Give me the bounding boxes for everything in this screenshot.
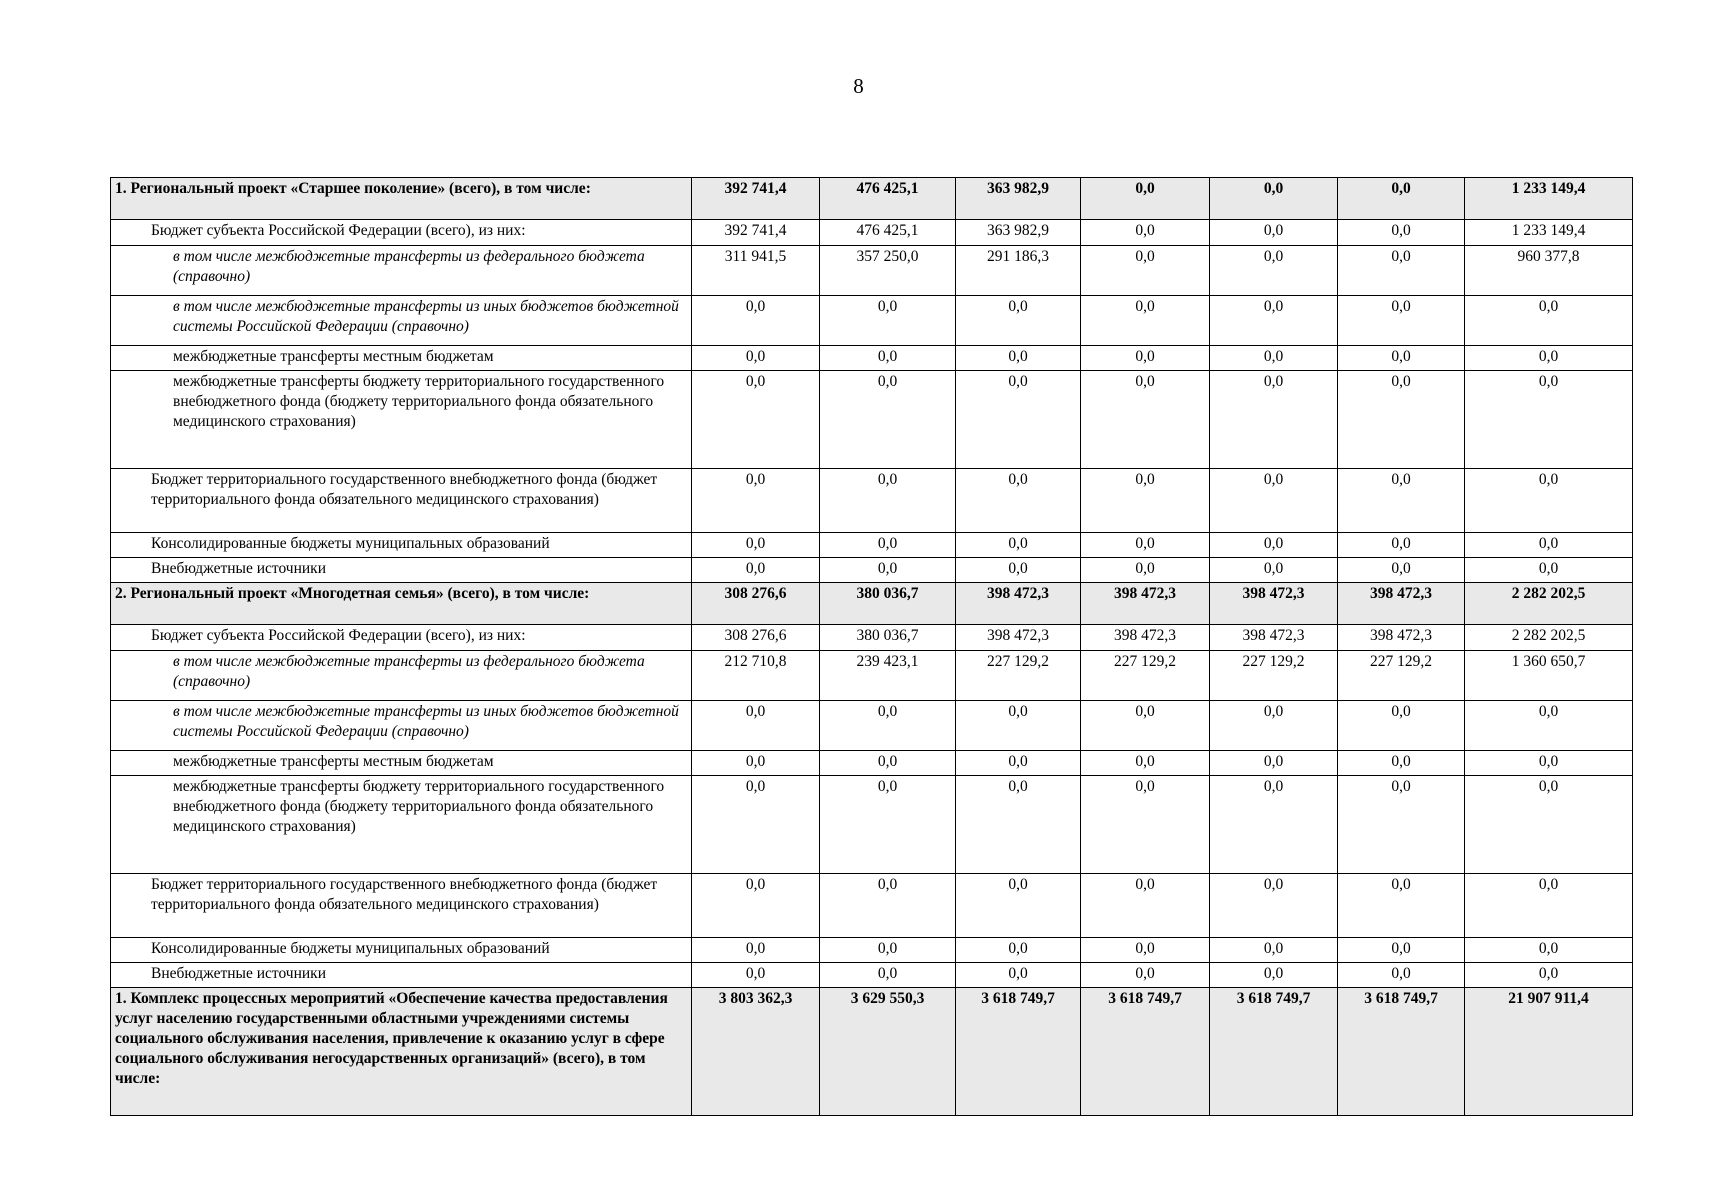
total-cell: 0,0 bbox=[1465, 371, 1633, 469]
value-cell: 227 129,2 bbox=[1081, 651, 1210, 701]
value-cell: 0,0 bbox=[1210, 371, 1338, 469]
value-cell: 0,0 bbox=[820, 346, 956, 371]
value-cell: 0,0 bbox=[1081, 963, 1210, 988]
value-cell: 0,0 bbox=[692, 701, 820, 751]
total-cell: 0,0 bbox=[1465, 938, 1633, 963]
value-cell: 476 425,1 bbox=[820, 178, 956, 220]
value-cell: 0,0 bbox=[1081, 296, 1210, 346]
value-cell: 0,0 bbox=[820, 776, 956, 874]
value-cell: 0,0 bbox=[1210, 874, 1338, 938]
value-cell: 0,0 bbox=[956, 701, 1081, 751]
row-label: Бюджет субъекта Российской Федерации (всего), из них: bbox=[111, 220, 692, 246]
value-cell: 0,0 bbox=[1081, 178, 1210, 220]
value-cell: 3 629 550,3 bbox=[820, 988, 956, 1116]
row-label: Консолидированные бюджеты муниципальных образований bbox=[111, 533, 692, 558]
total-cell: 0,0 bbox=[1465, 558, 1633, 583]
total-cell: 0,0 bbox=[1465, 776, 1633, 874]
value-cell: 392 741,4 bbox=[692, 220, 820, 246]
value-cell: 0,0 bbox=[1081, 874, 1210, 938]
value-cell: 380 036,7 bbox=[820, 583, 956, 625]
value-cell: 392 741,4 bbox=[692, 178, 820, 220]
value-cell: 363 982,9 bbox=[956, 220, 1081, 246]
table-row bbox=[111, 178, 1633, 220]
value-cell: 0,0 bbox=[1338, 220, 1465, 246]
value-cell: 227 129,2 bbox=[1338, 651, 1465, 701]
value-cell: 0,0 bbox=[1210, 776, 1338, 874]
value-cell: 0,0 bbox=[1338, 296, 1465, 346]
value-cell: 0,0 bbox=[820, 558, 956, 583]
table-row bbox=[111, 296, 1633, 346]
table-row bbox=[111, 220, 1633, 246]
value-cell: 0,0 bbox=[692, 469, 820, 533]
value-cell: 0,0 bbox=[1210, 751, 1338, 776]
value-cell: 0,0 bbox=[820, 938, 956, 963]
row-label: Бюджет территориального государственного внебюджетного фонда (бюджет территориального фонда обязательного медицинского страхования) bbox=[111, 874, 692, 938]
value-cell: 0,0 bbox=[820, 751, 956, 776]
table-row bbox=[111, 533, 1633, 558]
budget-table bbox=[110, 177, 1633, 1116]
row-label: межбюджетные трансферты бюджету территориального государственного внебюджетного фонда (бюджету территориального фонда обязательного медицинского страхования) bbox=[111, 776, 692, 874]
value-cell: 0,0 bbox=[692, 371, 820, 469]
value-cell: 0,0 bbox=[820, 533, 956, 558]
table-row bbox=[111, 938, 1633, 963]
value-cell: 0,0 bbox=[1081, 346, 1210, 371]
value-cell: 0,0 bbox=[1081, 938, 1210, 963]
value-cell: 0,0 bbox=[1210, 346, 1338, 371]
value-cell: 0,0 bbox=[1338, 371, 1465, 469]
value-cell: 3 618 749,7 bbox=[1081, 988, 1210, 1116]
table-row bbox=[111, 874, 1633, 938]
total-cell: 0,0 bbox=[1465, 533, 1633, 558]
value-cell: 0,0 bbox=[1338, 469, 1465, 533]
row-label: Консолидированные бюджеты муниципальных образований bbox=[111, 938, 692, 963]
value-cell: 0,0 bbox=[1338, 178, 1465, 220]
value-cell: 0,0 bbox=[692, 776, 820, 874]
value-cell: 0,0 bbox=[1338, 938, 1465, 963]
page-number: 8 bbox=[853, 74, 864, 98]
value-cell: 0,0 bbox=[956, 938, 1081, 963]
value-cell: 3 618 749,7 bbox=[956, 988, 1081, 1116]
total-cell: 0,0 bbox=[1465, 751, 1633, 776]
value-cell: 227 129,2 bbox=[956, 651, 1081, 701]
value-cell: 0,0 bbox=[956, 533, 1081, 558]
value-cell: 398 472,3 bbox=[956, 625, 1081, 651]
value-cell: 0,0 bbox=[1081, 469, 1210, 533]
value-cell: 0,0 bbox=[820, 701, 956, 751]
value-cell: 0,0 bbox=[1081, 701, 1210, 751]
value-cell: 0,0 bbox=[1338, 874, 1465, 938]
row-label: Внебюджетные источники bbox=[111, 963, 692, 988]
table-row bbox=[111, 651, 1633, 701]
value-cell: 0,0 bbox=[1338, 346, 1465, 371]
value-cell: 0,0 bbox=[1210, 296, 1338, 346]
value-cell: 291 186,3 bbox=[956, 246, 1081, 296]
value-cell: 0,0 bbox=[1210, 558, 1338, 583]
total-cell: 0,0 bbox=[1465, 701, 1633, 751]
value-cell: 0,0 bbox=[956, 346, 1081, 371]
value-cell: 0,0 bbox=[1210, 938, 1338, 963]
table-row bbox=[111, 558, 1633, 583]
table-row bbox=[111, 776, 1633, 874]
total-cell: 1 233 149,4 bbox=[1465, 220, 1633, 246]
value-cell: 308 276,6 bbox=[692, 583, 820, 625]
value-cell: 0,0 bbox=[1081, 371, 1210, 469]
table-row bbox=[111, 963, 1633, 988]
row-label: Внебюджетные источники bbox=[111, 558, 692, 583]
value-cell: 0,0 bbox=[1338, 963, 1465, 988]
value-cell: 0,0 bbox=[1081, 751, 1210, 776]
total-cell: 0,0 bbox=[1465, 874, 1633, 938]
value-cell: 476 425,1 bbox=[820, 220, 956, 246]
value-cell: 308 276,6 bbox=[692, 625, 820, 651]
total-cell: 1 233 149,4 bbox=[1465, 178, 1633, 220]
table-row bbox=[111, 988, 1633, 1116]
value-cell: 0,0 bbox=[1210, 178, 1338, 220]
value-cell: 363 982,9 bbox=[956, 178, 1081, 220]
row-label: межбюджетные трансферты местным бюджетам bbox=[111, 346, 692, 371]
value-cell: 3 618 749,7 bbox=[1210, 988, 1338, 1116]
value-cell: 0,0 bbox=[1210, 469, 1338, 533]
row-label: в том числе межбюджетные трансферты из иных бюджетов бюджетной системы Российской Федерации (справочно) bbox=[111, 296, 692, 346]
total-cell: 0,0 bbox=[1465, 346, 1633, 371]
table-row bbox=[111, 625, 1633, 651]
total-cell: 0,0 bbox=[1465, 469, 1633, 533]
value-cell: 3 803 362,3 bbox=[692, 988, 820, 1116]
value-cell: 0,0 bbox=[692, 346, 820, 371]
value-cell: 0,0 bbox=[692, 558, 820, 583]
value-cell: 0,0 bbox=[692, 751, 820, 776]
value-cell: 0,0 bbox=[692, 296, 820, 346]
value-cell: 398 472,3 bbox=[1081, 625, 1210, 651]
value-cell: 0,0 bbox=[1081, 220, 1210, 246]
table-row bbox=[111, 701, 1633, 751]
row-label: Бюджет субъекта Российской Федерации (всего), из них: bbox=[111, 625, 692, 651]
row-label: 1. Региональный проект «Старшее поколение» (всего), в том числе: bbox=[111, 178, 692, 220]
value-cell: 311 941,5 bbox=[692, 246, 820, 296]
value-cell: 398 472,3 bbox=[956, 583, 1081, 625]
value-cell: 0,0 bbox=[1081, 246, 1210, 296]
table-row bbox=[111, 246, 1633, 296]
total-cell: 0,0 bbox=[1465, 963, 1633, 988]
value-cell: 0,0 bbox=[692, 533, 820, 558]
value-cell: 0,0 bbox=[1338, 751, 1465, 776]
value-cell: 0,0 bbox=[1210, 701, 1338, 751]
value-cell: 0,0 bbox=[1210, 533, 1338, 558]
row-label: в том числе межбюджетные трансферты из федерального бюджета (справочно) bbox=[111, 246, 692, 296]
row-label: межбюджетные трансферты местным бюджетам bbox=[111, 751, 692, 776]
total-cell: 960 377,8 bbox=[1465, 246, 1633, 296]
value-cell: 0,0 bbox=[692, 938, 820, 963]
value-cell: 212 710,8 bbox=[692, 651, 820, 701]
table-row bbox=[111, 346, 1633, 371]
row-label: межбюджетные трансферты бюджету территориального государственного внебюджетного фонда (бюджету территориального фонда обязательного медицинского страхования) bbox=[111, 371, 692, 469]
total-cell: 21 907 911,4 bbox=[1465, 988, 1633, 1116]
value-cell: 398 472,3 bbox=[1210, 583, 1338, 625]
row-label: 2. Региональный проект «Многодетная семья» (всего), в том числе: bbox=[111, 583, 692, 625]
table-row bbox=[111, 751, 1633, 776]
total-cell: 0,0 bbox=[1465, 296, 1633, 346]
table-row bbox=[111, 469, 1633, 533]
value-cell: 0,0 bbox=[956, 469, 1081, 533]
table-row bbox=[111, 371, 1633, 469]
value-cell: 0,0 bbox=[692, 963, 820, 988]
value-cell: 0,0 bbox=[1338, 701, 1465, 751]
value-cell: 0,0 bbox=[1081, 776, 1210, 874]
value-cell: 0,0 bbox=[1338, 246, 1465, 296]
value-cell: 0,0 bbox=[956, 558, 1081, 583]
row-label: 1. Комплекс процессных мероприятий «Обеспечение качества предоставления услуг населению государственными областными учреждениями системы социального обслуживания населения, привлечение к оказанию услуг в сфере социального обслуживания негосударственных организаций» (всего), в том числе: bbox=[111, 988, 692, 1116]
value-cell: 398 472,3 bbox=[1338, 583, 1465, 625]
value-cell: 0,0 bbox=[1081, 558, 1210, 583]
total-cell: 2 282 202,5 bbox=[1465, 583, 1633, 625]
total-cell: 1 360 650,7 bbox=[1465, 651, 1633, 701]
row-label: в том числе межбюджетные трансферты из иных бюджетов бюджетной системы Российской Федерации (справочно) bbox=[111, 701, 692, 751]
value-cell: 380 036,7 bbox=[820, 625, 956, 651]
value-cell: 0,0 bbox=[1338, 558, 1465, 583]
value-cell: 0,0 bbox=[1210, 246, 1338, 296]
row-label: в том числе межбюджетные трансферты из федерального бюджета (справочно) bbox=[111, 651, 692, 701]
table-row bbox=[111, 583, 1633, 625]
value-cell: 0,0 bbox=[956, 296, 1081, 346]
value-cell: 398 472,3 bbox=[1210, 625, 1338, 651]
value-cell: 0,0 bbox=[820, 296, 956, 346]
value-cell: 227 129,2 bbox=[1210, 651, 1338, 701]
value-cell: 0,0 bbox=[1338, 533, 1465, 558]
value-cell: 0,0 bbox=[956, 776, 1081, 874]
value-cell: 0,0 bbox=[820, 469, 956, 533]
value-cell: 357 250,0 bbox=[820, 246, 956, 296]
value-cell: 0,0 bbox=[1210, 963, 1338, 988]
total-cell: 2 282 202,5 bbox=[1465, 625, 1633, 651]
value-cell: 0,0 bbox=[956, 371, 1081, 469]
value-cell: 0,0 bbox=[820, 874, 956, 938]
value-cell: 0,0 bbox=[820, 963, 956, 988]
value-cell: 0,0 bbox=[1338, 776, 1465, 874]
value-cell: 0,0 bbox=[1210, 220, 1338, 246]
value-cell: 3 618 749,7 bbox=[1338, 988, 1465, 1116]
value-cell: 239 423,1 bbox=[820, 651, 956, 701]
value-cell: 0,0 bbox=[692, 874, 820, 938]
value-cell: 0,0 bbox=[956, 751, 1081, 776]
value-cell: 398 472,3 bbox=[1338, 625, 1465, 651]
value-cell: 0,0 bbox=[820, 371, 956, 469]
value-cell: 398 472,3 bbox=[1081, 583, 1210, 625]
value-cell: 0,0 bbox=[956, 874, 1081, 938]
value-cell: 0,0 bbox=[956, 963, 1081, 988]
row-label: Бюджет территориального государственного внебюджетного фонда (бюджет территориального фонда обязательного медицинского страхования) bbox=[111, 469, 692, 533]
value-cell: 0,0 bbox=[1081, 533, 1210, 558]
